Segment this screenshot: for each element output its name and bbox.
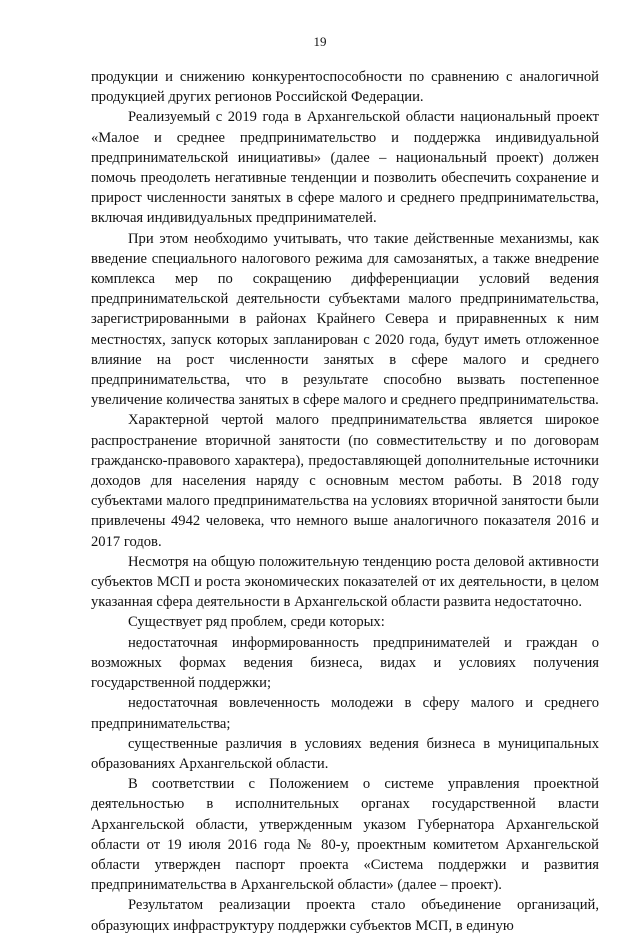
paragraph-business-activity: Несмотря на общую положительную тенденцию роста деловой активности субъектов МСП и роста экономических показателей от их деятельности, в целом указанная сфера деятельности в Архангельской области развита недостаточно.	[91, 553, 599, 611]
paragraph-regulation: В соответствии с Положением о системе управления проектной деятельностью в исполнительных органах государственной власти Архангельской области, утвержденным указом Губернатора Архангельской области от 19 июля 2016 года № 80-у, проектным комитетом Архангельской области утвержден паспорт проекта «Система поддержки и развития предпринимательства в Архангельской области» (далее – проект).	[91, 776, 599, 894]
paragraph-mechanisms: При этом необходимо учитывать, что такие действенные механизмы, как введение специального налогового режима для самозанятых, а также внедрение комплекса мер по сокращению дифференциации условий ведения предпринимательской деятельности субъектами малого предпринимательства, зарегистрированными в районах Крайнего Севера и приравненных к ним местностях, запуск которых запланирован с 2020 года, будут иметь отложенное влияние на рост численности занятых в сфере малого и среднего предпринимательства, что в результате способно вызвать постепенное увеличение количества занятых в сфере малого и среднего предпринимательства.	[91, 230, 599, 409]
paragraph-result: Результатом реализации проекта стало объединение организаций, образующих инфраструктуру поддержки субъектов МСП, в единую	[91, 897, 599, 934]
body-text	[91, 67, 599, 936]
paragraph-continuation: продукции и снижению конкурентоспособности по сравнению с аналогичной продукцией других регионов Российской Федерации.	[91, 69, 599, 106]
list-item-awareness: недостаточная информированность предпринимателей и граждан о возможных формах ведения бизнеса, видах и условиях получения государственной поддержки;	[91, 634, 599, 692]
list-item-municipal-differences: существенные различия в условиях ведения бизнеса в муниципальных образованиях Архангельской области.	[91, 735, 599, 772]
paragraph-problems-intro: Существует ряд проблем, среди которых:	[128, 614, 385, 631]
page-number: 19	[313, 34, 327, 49]
paragraph-secondary-employment: Характерной чертой малого предпринимательства является широкое распространение вторичной занятости (по совместительству и по договорам гражданско-правового характера), предоставляющей дополнительные источники доходов для населения наряду с основным местом работы. В 2018 году субъектами малого предпринимательства на условиях вторичной занятости были привлечены 4942 человека, что немного выше аналогичного показателя 2016 и 2017 годов.	[91, 412, 599, 550]
paragraph-national-project: Реализуемый с 2019 года в Архангельской области национальный проект «Малое и среднее предпринимательство и поддержка индивидуальной предпринимательской инициативы» (далее – национальный проект) должен помочь преодолеть негативные тенденции и позволить обеспечить сохранение и прирост численности занятых в сфере малого и среднего предпринимательства, включая индивидуальных предпринимателей.	[91, 109, 599, 227]
list-item-youth: недостаточная вовлеченность молодежи в сферу малого и среднего предпринимательства;	[91, 695, 599, 732]
